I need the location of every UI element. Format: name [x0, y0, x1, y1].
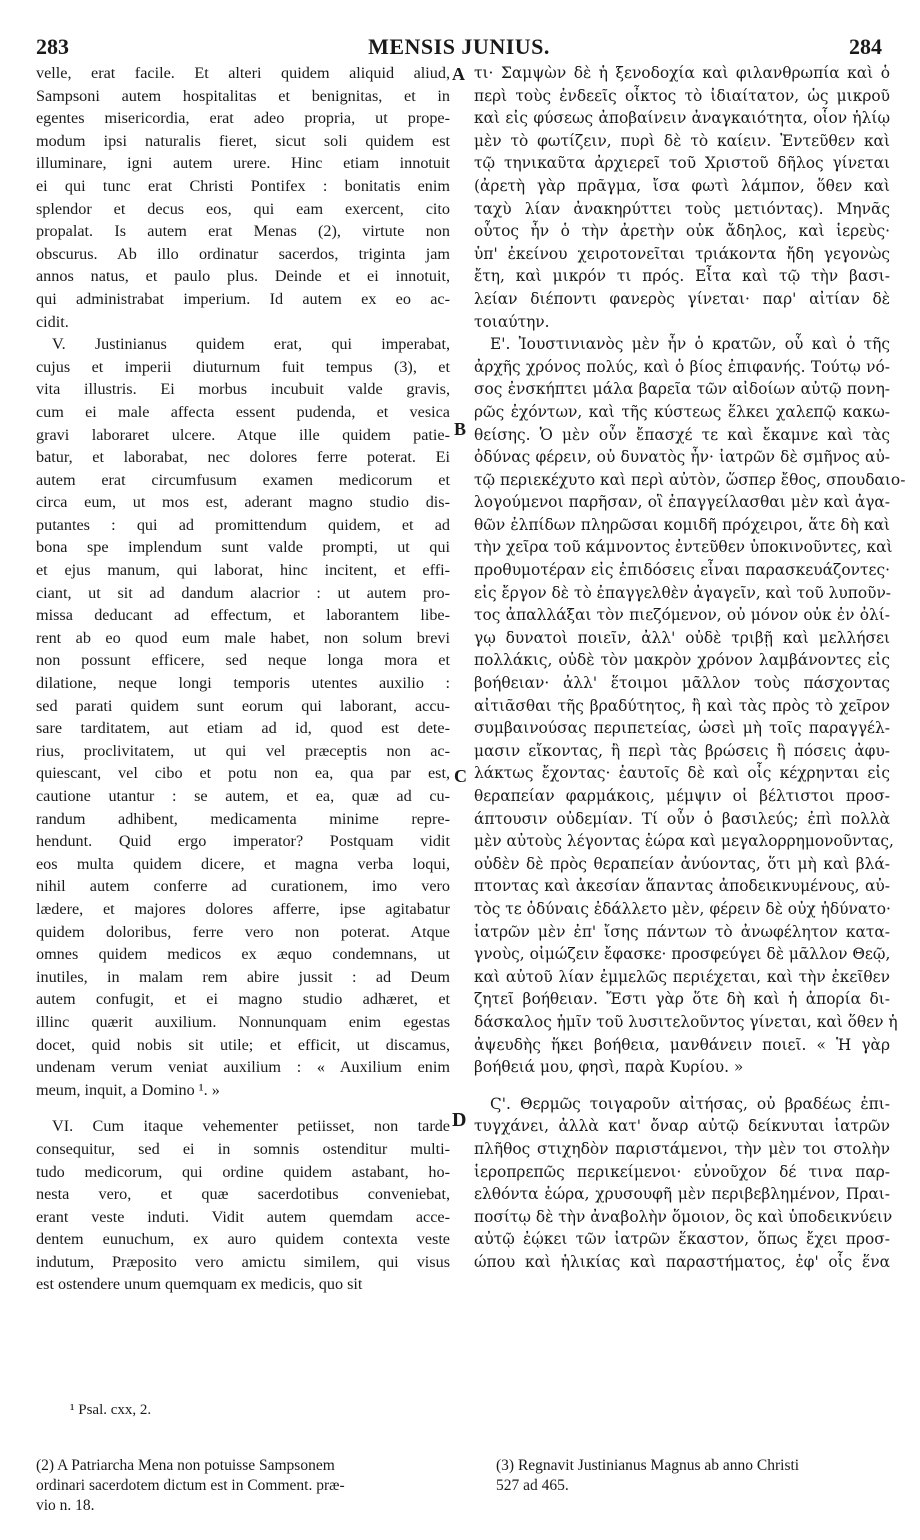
latin-text-line: gravi laboraret ulcere. Atque ille quidem patie- [36, 425, 450, 444]
greek-text-line: θείσης. Ὁ μὲν οὖν ἔπασχέ τε καὶ ἔκαμνε καὶ τὰς [474, 425, 890, 444]
latin-text-line: vita illustris. Ei morbus incubuit valde gravis, [36, 380, 450, 399]
latin-text-line: consequitur, sed ei in somnis ostenditur multi- [36, 1139, 450, 1158]
latin-text-line: rius, proclivitatem, ut qui vel præceptis non ac- [36, 741, 450, 760]
latin-text-line: illuminare, igni autem urere. Hinc etiam innotuit [36, 154, 450, 173]
greek-text-line: ὑπ' ἐκείνου χειροτονεῖται τριάκοντα ἤδη γεγονὼς [474, 244, 890, 263]
paragraph-gap [36, 1101, 450, 1115]
latin-text-line: inutiles, in malam rem abire jussit : ad Deum [36, 967, 450, 986]
latin-text-line: bona spe implendum sunt valde prompti, ut qui [36, 538, 450, 557]
page-header [36, 34, 882, 62]
latin-text-line: autem erat circumfusum examen medicorum et [36, 470, 450, 489]
greek-text-line: ρῶς ἐχόντων, καὶ τῆς κύστεως ἕλκει χαλεπῷ κακω- [474, 402, 890, 421]
greek-text-line: πλῆθος στιχηδὸν παριστάμενοι, τὴν μὲν τοι στολὴν [474, 1139, 890, 1158]
greek-text-line: μασιν εἴκοντας, ἢ περὶ τὰς βρώσεις ἢ πόσεις ἀφυ- [474, 741, 890, 760]
latin-text-line: ciant, ut sit ad dandum alacrior : ut autem pro- [36, 583, 450, 602]
greek-text-line: ἱεροπρεπῶς περικείμενοι· εὐνοῦχον δέ τινα παρ- [474, 1162, 890, 1181]
latin-text-line: undenam verum veniat auxilium : « Auxilium enim [36, 1058, 450, 1077]
latin-text-line: cujus et imperii diuturnum fuit tempus (3), et [36, 357, 450, 376]
greek-text-line: ἀψευδὴς ἥκει βοήθεια, μανθάνειν ποιεῖ. « Ἡ γὰρ [474, 1035, 890, 1054]
latin-text-line: sare tarditatem, aut etiam ad id, quod est dete- [36, 719, 450, 738]
greek-text-line: άπτουσιν οὐδεμίαν. Τί οὖν ὁ βασιλεύς; ἐπὶ πολλὰ [474, 809, 890, 828]
greek-text-line: βοήθειαν· ἀλλ' ἕτοιμοι μᾶλλον τοὺς πάσχοντας [474, 674, 890, 693]
latin-text-line: putantes : qui ad promittendum quidem, et ad [36, 515, 450, 534]
footnote-line: ordinari sacerdotem dictum est in Comment. præ- [36, 1477, 345, 1494]
section-marker-c: C [454, 766, 467, 786]
greek-text-line: πολλάκις, οὐδὲ τὸν μακρὸν χρόνον λαμβάνοντες εἰς [474, 651, 890, 670]
greek-text-line: (ἀρετὴ γὰρ πρᾶγμα, ἴσα φωτὶ λάμπον, ὅθεν καὶ [474, 176, 890, 195]
latin-text-line: docet, quid nobis sit utile; et efficit, ut discamus, [36, 1035, 450, 1054]
greek-text-line: σος ἐνσκήπτει μάλα βαρεῖα τῶν αἰδοίων αὐτῷ πονη- [474, 380, 890, 399]
latin-text-line: indutum, Præposito vero amictu similem, qui visus [36, 1252, 450, 1271]
latin-text-line: quiescant, vel cibo et potu non ea, qua par est, [36, 764, 450, 783]
greek-text-line: Ϛ'. Θερμῶς τοιγαροῦν αἰτήσας, οὐ βραδέως ἐπι- [490, 1094, 890, 1113]
latin-text-line: VI. Cum itaque vehementer petiisset, non tarde [52, 1117, 450, 1136]
latin-text-line: splendor et decus eos, qui eam exercent, cito [36, 199, 450, 218]
greek-text-line: θεραπείαν φαρμάκοις, μέμψιν οἱ βέλτιστοι προσ- [474, 787, 890, 805]
greek-text-line: δάσκαλος ἡμῖν τοῦ λυσιτελοῦντος γίνεται, καὶ ὅθεν ἡ [474, 1012, 898, 1031]
latin-column [36, 62, 450, 1296]
latin-text-line: dentem eunuchum, ex auro quidem contexta veste [36, 1230, 450, 1249]
latin-text-line: batur, et laborabat, nec dolores ferre poterat. Ei [36, 448, 450, 467]
footnote-line: 527 ad 465. [496, 1477, 569, 1494]
latin-text-line: omnes quidem medicos ex æquo condemnans, ut [36, 945, 450, 964]
greek-text-line: μὲν αὐτοὺς λέγοντας ἑώρα καὶ μεγαλορρημονοῦντας, [474, 832, 894, 851]
latin-text-line: missa deducant ad effectum, et laborantem libe- [36, 606, 450, 625]
greek-text-line: τῷ τηνικαῦτα ἀρχιερεῖ τοῦ Χριστοῦ δῆλος γίνεται [474, 154, 890, 173]
greek-text-line: καὶ αὐτοῦ λίαν ἐμμελῶς περιέχεται, καὶ τὴν ἐκεῖθεν [474, 967, 890, 986]
greek-text-line: αὐτῷ ἐῴκει τῶν ἰατρῶν ἕκαστον, ὅπως ἔχει προσ- [474, 1230, 890, 1249]
footnote-left [36, 1456, 456, 1516]
greek-text-line: ποσίτῳ δὲ τὴν ἀναβολὴν ὅμοιον, ὃς καὶ ὑποδεικνύειν [474, 1207, 893, 1226]
greek-text-line: ώπου καὶ ἡλικίας καὶ παραστήματος, ἐφ' οἷς ἕνα [474, 1252, 890, 1271]
footnote-right [496, 1456, 892, 1496]
running-title: MENSIS JUNIUS. [368, 34, 550, 59]
latin-text-line: egentes misericordia, erat adeo propria, ut prope- [36, 109, 450, 128]
footnote-line: (2) A Patriarcha Mena non potuisse Sampsonem [36, 1457, 335, 1474]
scripture-reference-note: ¹ Psal. cxx, 2. [70, 1402, 152, 1418]
greek-text-line: ταχὺ λίαν ἀνακηρύττει τοὺς μετιόντας). Μηνᾶς [474, 199, 890, 218]
latin-text-line: dilatione, neque longi temporis utentes auxilio : [36, 674, 450, 693]
latin-text-line: nihil autem conferre ad curationem, imo vero [36, 877, 450, 896]
latin-text-line: velle, erat facile. Et alteri quidem aliquid aliud, [36, 64, 450, 82]
greek-text-line: τος ἀπαλλάξαι τὸν πιεζόμενον, οὐ μόνον οὐκ ἐν ὀλί- [474, 606, 890, 625]
section-marker-a: A [452, 64, 465, 84]
greek-text-line: λάκτως ἔχοντας· ἑαυτοῖς δὲ καὶ οἷς κέχρηνται εἰς [474, 764, 890, 783]
greek-text-line: συμβαινούσας περιπετείας, ὡσεὶ μὴ τοῖς παραγγέλ- [474, 719, 890, 738]
latin-text-line: obscurus. Ab illo ordinatur sacerdos, triginta jam [36, 244, 450, 263]
greek-text-line: βοήθειά μου, φησὶ, παρὰ Κυρίου. » [474, 1058, 744, 1077]
greek-text-line: γῳ δυνατοὶ ποιεῖν, ἀλλ' οὐδὲ τριβῇ καὶ μελλήσει [474, 628, 890, 647]
greek-text-line: ελθόντα ἑώρα, χρυσουφῆ μὲν περιβεβλημένον, Πραι- [474, 1185, 890, 1204]
latin-text-line: nesta vero, et quæ sacerdotibus conveniebat, [36, 1185, 450, 1204]
latin-text-line: eos multa quidem dicere, et magna verba loqui, [36, 854, 450, 873]
greek-text-line: τὸς τε ὀδύναις ἐδάλλετο μὲν, φέρειν δὲ οὐχ ἡδύνατο· [474, 899, 891, 918]
greek-text-line: ζητεῖ βοήθειαν. Ἔστι γὰρ ὅτε δὴ καὶ ἡ ἀπορία δι- [474, 990, 890, 1009]
latin-text-line: lædere, et majores dolores afferre, ipse agitabatur [36, 899, 450, 918]
latin-text-line: randum adhibent, medicamenta minime repre- [36, 809, 450, 828]
greek-text-line: Ε'. Ἰουστινιανὸς μὲν ἦν ὁ κρατῶν, οὗ καὶ ὁ τῆς [490, 335, 890, 354]
greek-text-line: αἰτιᾶσθαι τῆς βραδύτητος, ἢ καὶ τὰς πρὸς τὸ χεῖρον [474, 696, 890, 715]
latin-text-line: ei qui tunc erat Christi Pontifex : bonitatis enim [36, 176, 450, 195]
latin-text-line: hendunt. Quid ergo imperator? Postquam vidit [36, 832, 450, 851]
greek-text-line: ὀδύνας φέρειν, οὐ δυνατὸς ἦν· ἰατρῶν δὲ σμῆνος αὐ- [474, 448, 890, 467]
greek-text-line: θῶν ἐλπίδων πληρῶσαι κομιδῆ πρόχειροι, ἅτε δὴ καὶ [474, 515, 890, 534]
greek-text-line: λογούμενοι παρῆσαν, οἳ ἐπαγγείλασθαι μὲν καὶ ἀγα- [474, 493, 890, 512]
greek-text-line: γνοὺς, οἰμώζειν ἔφασκε· προσφεύγει δὲ μᾶλλον Θεῷ, [474, 945, 891, 964]
latin-text-line: rent ab eo quod eum male habet, non solum brevi [36, 628, 450, 647]
latin-text-line: meum, inquit, a Domino ¹. » [36, 1080, 220, 1099]
latin-text-line: cautione utantur : se autem, et ea, quæ ad cu- [36, 787, 450, 805]
latin-text-line: propalat. Is autem erat Menas (2), virtute non [36, 222, 450, 241]
greek-text-line: λείαν διέποντι φανερὸς γίνεται· παρ' αἰτίαν δὲ [474, 289, 890, 308]
latin-text-line: tudo medicorum, qui ordine quidem astabant, ho- [36, 1162, 450, 1181]
greek-column [474, 62, 906, 1273]
greek-text-line: εἰς ἔργον δὲ τὸ ἐπαγγελθὲν ἀγαγεῖν, καὶ τοῦ λυποῦν- [474, 583, 891, 602]
greek-text-line: προθυμοτέραν εἰς ἐπιδόσεις εἶναι παρασκευάζοντες· [474, 561, 890, 580]
greek-text-line: περὶ τοὺς ἐνδεεῖς οἶκτος τὸ ἰδιαίτατον, ὡς μικροῦ [474, 86, 890, 105]
paragraph-gap [474, 1079, 890, 1093]
greek-text-line: τοιαύτην. [474, 312, 550, 331]
latin-text-line: Sampsoni autem hospitalitas et benignitas, et in [36, 86, 450, 105]
greek-text-line: οὐδὲν δὲ πρὸς θεραπείαν ἀνύοντας, ὅτι μὴ καὶ βλά- [474, 854, 890, 873]
latin-text-line: circa eum, ut mos est, aderant magno studio dis- [36, 493, 450, 512]
latin-text-line: non possunt efficere, sed neque longa mora et [36, 651, 450, 670]
latin-text-line: erant veste induti. Vidit autem quemdam acce- [36, 1207, 450, 1226]
latin-text-line: modum ipsi naturalis fieret, sicut soli quidem est [36, 131, 450, 150]
greek-text-line: μὲν τὸ φωτίζειν, πυρὶ δὲ τὸ καίειν. Ἐντεῦθεν καὶ [474, 131, 890, 150]
greek-text-line: τυγχάνει, ἀλλὰ κατ' ὄναρ αὐτῷ δείκνυται ἰατρῶν [474, 1117, 890, 1136]
latin-text-line: annos natus, et paulo plus. Deinde et ei innotuit, [36, 267, 450, 286]
section-marker-d: D [452, 1109, 467, 1131]
latin-text-line: sed parati quidem sunt eorum qui laborant, accu- [36, 696, 450, 715]
footnote-line: vio n. 18. [36, 1497, 95, 1514]
greek-text-line: οὗτος ἦν ὁ τὴν ἀρετὴν οὐκ ἄδηλος, καὶ ἱερεὺς· [474, 222, 890, 241]
section-marker-b: B [454, 419, 467, 439]
greek-text-line: ἰατρῶν μὲν ἐπ' ἴσης πάντων τὸ ἀνωφέλητον κατα- [474, 922, 890, 941]
latin-text-line: quidem doloribus, ferre vero non poterat. Atque [36, 922, 450, 941]
page-number-right: 284 [849, 34, 882, 59]
latin-text-line: cidit. [36, 312, 69, 331]
latin-text-line: est ostendere unum quemquam ex medicis, quo sit [36, 1275, 363, 1294]
footnote-line: (3) Regnavit Justinianus Magnus ab anno Christi [496, 1457, 800, 1474]
latin-text-line: illinc quærit auxilium. Nonnunquam enim egestas [36, 1012, 450, 1031]
latin-text-line: qui administrabat imperium. Id autem ex eo ac- [36, 289, 450, 308]
latin-text-line: cum ei male affecta essent pudenda, et vesica [36, 402, 450, 421]
greek-text-line: τῷ περιεκέχυτο καὶ περὶ αὐτὸν, ὥσπερ ἔθος, σπουδαιο- [474, 470, 906, 489]
greek-text-line: πτοντας καὶ ἀκεσίαν ἅπαντας ἀποδεικνυμένους, αὐ- [474, 877, 890, 896]
greek-text-line: τι· Σαμψὼν δὲ ἡ ξενοδοχία καὶ φιλανθρωπία καὶ ὁ [474, 64, 890, 82]
greek-text-line: ἀρχῆς χρόνος πολύς, καὶ ὁ βίος ἐπιφανής. Τούτῳ νό- [474, 357, 890, 376]
greek-text-line: τὴν χεῖρα τοῦ κάμνοντος ἐντεῦθεν ὑποκινοῦντες, καὶ [474, 538, 893, 557]
latin-text-line: et ejus manum, qui laborat, hinc incitent, et effi- [36, 561, 450, 580]
latin-text-line: V. Justinianus quidem erat, qui imperabat, [52, 335, 450, 354]
page-number-left: 283 [36, 34, 69, 59]
greek-text-line: ἔτη, καὶ μικρόν τι πρός. Εἶτα καὶ τῷ τὴν βασι- [474, 267, 890, 286]
latin-text-line: autem confugit, et ei magno studio adhæret, et [36, 990, 450, 1009]
greek-text-line: καὶ εἰς φύσεως ἀποβαίνειν ἀναγκαιότητα, οἷον ἡλίῳ [474, 109, 890, 128]
